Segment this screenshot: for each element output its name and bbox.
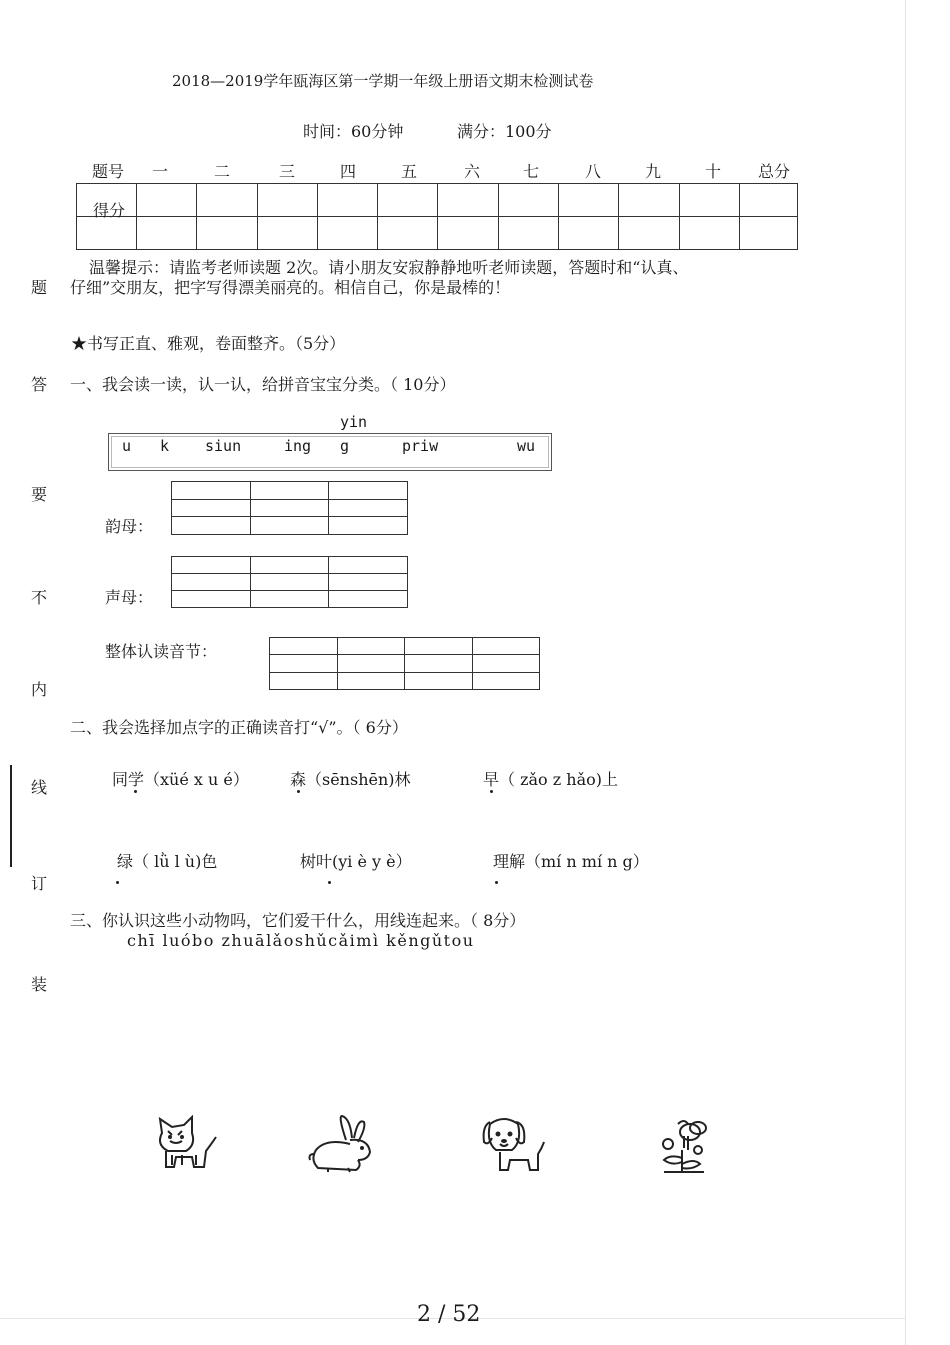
exam-full-score: 满分：100分 [457, 122, 552, 141]
section-3-title: 三、你认识这些小动物吗，它们爱干什么，用线连起来。（ 8分） [70, 911, 526, 930]
section-1-title: 一、我会读一读，认一认，给拼音宝宝分类。（ 10分） [70, 375, 456, 394]
notice-line-1: 温馨提示：请监考老师读题 2次。请小朋友安寂静静地听老师读题，答题时和“认真、 [89, 258, 689, 277]
score-header-cell: 三 [279, 162, 296, 181]
binding-margin-char: 不 [31, 588, 48, 607]
dog-icon [478, 1112, 548, 1176]
section-2-title: 二、我会选择加点字的正确读音打“√”。（ 6分） [70, 718, 408, 737]
score-header-cell: 八 [585, 162, 602, 181]
pinyin-item: u [122, 437, 132, 455]
score-row-label: 得分 [93, 201, 126, 220]
writing-note: ★书写正直、雅观，卷面整齐。（5分） [71, 334, 346, 353]
emphasis-dot [134, 790, 137, 793]
score-header-cell: 四 [340, 162, 357, 181]
exam-time: 时间：60分钟 [303, 122, 404, 141]
score-header-cell: 二 [214, 162, 231, 181]
score-header-cell: 题号 [92, 162, 125, 181]
emphasis-dot [328, 881, 331, 884]
score-header-cell: 七 [523, 162, 540, 181]
choice-item[interactable]: 绿（ lǜ l ù)色 [117, 852, 218, 871]
emphasis-dot [297, 790, 300, 793]
choice-item[interactable]: 森（sēnshēn)林 [290, 770, 411, 789]
binding-line [10, 765, 12, 867]
pinyin-item: g [340, 437, 350, 455]
binding-margin-char: 答 [31, 375, 48, 394]
notice-line-2: 仔细”交朋友，把字写得漂美丽亮的。相信自己，你是最棒的！ [70, 278, 511, 297]
rabbit-icon [306, 1114, 376, 1176]
binding-margin-char: 线 [31, 778, 48, 797]
zhengti-answer-grid[interactable] [269, 637, 540, 690]
yunmu-answer-grid[interactable] [171, 481, 408, 535]
zhengti-label: 整体认读音节： [105, 642, 218, 661]
shengmu-label: 声母： [105, 588, 154, 607]
pinyin-item: priw [402, 437, 439, 455]
score-header-cell: 总分 [758, 162, 791, 181]
bee-icon [654, 1114, 710, 1176]
page-number: 2 / 52 [417, 1302, 481, 1327]
emphasis-dot [116, 881, 119, 884]
choice-item[interactable]: 早（ zǎo z hǎo)上 [483, 770, 619, 789]
score-header-cell: 五 [401, 162, 418, 181]
binding-margin-char: 订 [31, 874, 48, 893]
page-edge [905, 0, 906, 1345]
exam-title: 2018—2019学年瓯海区第一学期一年级上册语文期末检测试卷 [172, 72, 594, 90]
score-header-cell: 十 [705, 162, 722, 181]
binding-margin-char: 装 [31, 975, 48, 994]
score-header-cell: 六 [464, 162, 481, 181]
cat-icon [152, 1115, 220, 1173]
score-header-cell: 九 [645, 162, 662, 181]
pinyin-box [108, 433, 552, 471]
pinyin-above: yin [340, 413, 368, 431]
choice-item[interactable]: 理解（mí n mí n g） [493, 852, 649, 871]
score-table [76, 183, 798, 250]
pinyin-item: siun [205, 437, 242, 455]
emphasis-dot [490, 790, 493, 793]
score-header-cell: 一 [152, 162, 169, 181]
binding-margin-char: 内 [31, 680, 48, 699]
yunmu-label: 韵母： [105, 517, 154, 536]
pinyin-item: ing [284, 437, 312, 455]
shengmu-answer-grid[interactable] [171, 556, 408, 608]
choice-item[interactable]: 同学（xüé x u é） [112, 770, 249, 789]
pinyin-item: k [160, 437, 170, 455]
binding-margin-char: 要 [31, 485, 48, 504]
pinyin-item: wu [517, 437, 536, 455]
choice-item[interactable]: 树叶(yi è y è） [300, 852, 412, 871]
emphasis-dot [495, 881, 498, 884]
notice-margin-char: 题 [31, 278, 48, 297]
section-3-pinyin: chī luóbo zhuālǎoshǔcǎimì kěngǔtou [127, 931, 475, 950]
